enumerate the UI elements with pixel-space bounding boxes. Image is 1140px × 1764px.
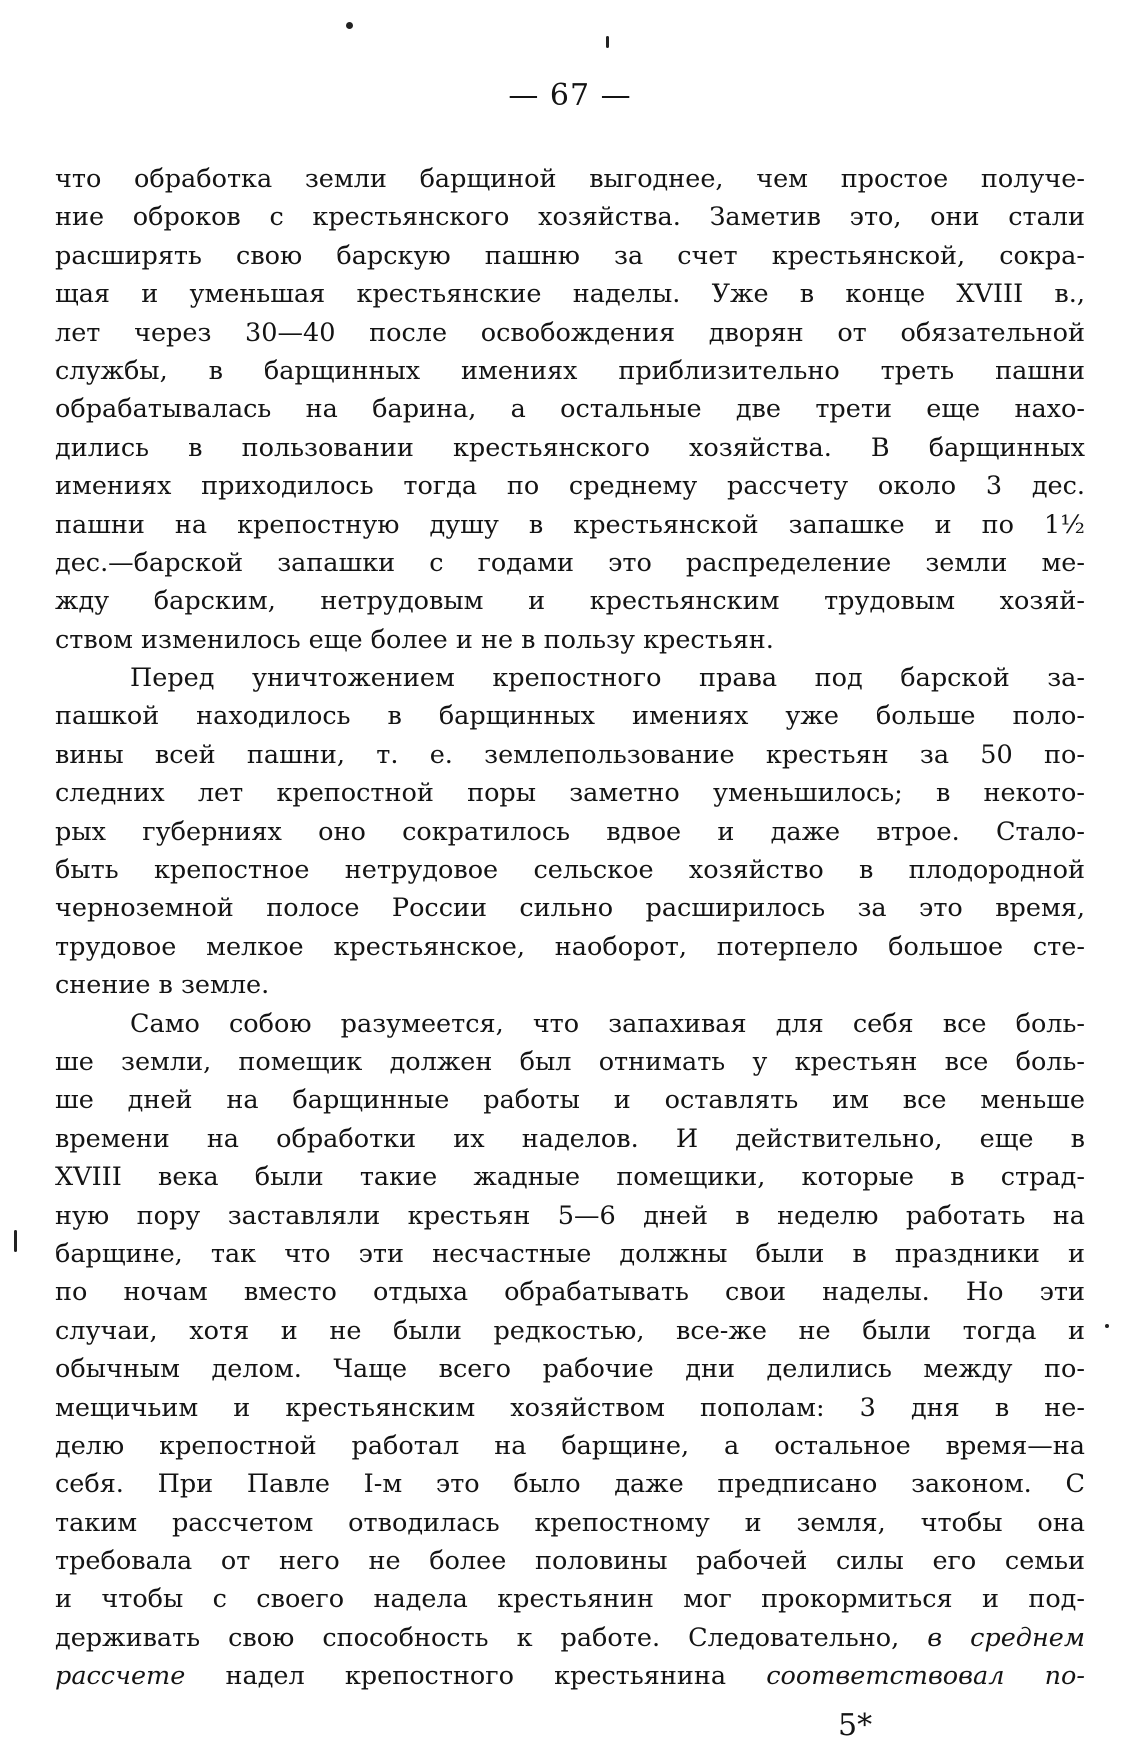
text-line: имениях приходилось тогда по среднему рассчету около 3 дес. <box>55 471 1085 502</box>
page-number: — 67 — <box>508 78 632 113</box>
text-line: ше дней на барщинные работы и оставлять им все меньше <box>55 1085 1085 1116</box>
scan-speck <box>1105 1324 1109 1328</box>
text-line: службы, в барщинных имениях приблизительно треть пашни <box>55 355 1085 386</box>
text-line: пашни на крепостную душу в крестьянской запашке и по 1½ <box>55 509 1085 540</box>
text-line: и чтобы с своего надела крестьянин мог прокормиться и под- <box>55 1584 1085 1615</box>
text-line: обрабатывалась на барина, а остальные две трети еще нахо- <box>55 394 1085 425</box>
text-line <box>55 1619 1085 1657</box>
body-text <box>55 160 1085 1696</box>
text-line: мещичьим и крестьянским хозяйством пополам: 3 дня в не- <box>55 1392 1085 1423</box>
text-line: черноземной полосе России сильно расширилось за это время, <box>55 893 1085 924</box>
text-line: делю крепостной работал на барщине, а остальное время—на <box>55 1430 1085 1461</box>
text-line: ством изменилось еще более и не в пользу крестьян. <box>55 624 774 655</box>
text-line: ную пору заставляли крестьян 5—6 дней в неделю работать на <box>55 1200 1085 1231</box>
scan-speck <box>606 36 609 48</box>
text-line: Перед уничтожением крепостного права под барской за- <box>130 663 1085 694</box>
signature-mark: 5* <box>838 1708 873 1743</box>
italic-phrase: соответствовал по- <box>766 1661 1085 1692</box>
italic-phrase: в среднем <box>927 1622 1085 1653</box>
text-line: дес.—барской запашки с годами это распределение земли ме- <box>55 547 1085 578</box>
text-line: дились в пользовании крестьянского хозяйства. В барщинных <box>55 432 1085 463</box>
text-line: XVIII века были такие жадные помещики, которые в страд- <box>55 1162 1085 1193</box>
text-line: что обработка земли барщиной выгоднее, чем простое получе- <box>55 164 1085 194</box>
text-line: жду барским, нетрудовым и крестьянским трудовым хозяй- <box>55 586 1085 617</box>
text-line: обычным делом. Чаще всего рабочие дни делились между по- <box>55 1354 1085 1385</box>
text-line: снение в земле. <box>55 970 270 1001</box>
text-line: вины всей пашни, т. е. землепользование крестьян за 50 по- <box>55 739 1085 770</box>
text-line: пашкой находилось в барщинных имениях уже больше поло- <box>55 701 1085 732</box>
italic-phrase: рассчете <box>55 1661 186 1692</box>
text-line: рых губерниях оно сократилось вдвое и даже втрое. Стало- <box>55 816 1085 847</box>
line-text: надел крепостного крестьянина <box>185 1661 767 1692</box>
text-line: случаи, хотя и не были редкостью, все-же не были тогда и <box>55 1315 1085 1346</box>
text-line: щая и уменьшая крестьянские наделы. Уже в конце XVIII в., <box>55 279 1085 310</box>
text-line: времени на обработки их наделов. И действительно, еще в <box>55 1123 1085 1154</box>
text-line: лет через 30—40 после освобождения дворян от обязательной <box>55 317 1085 348</box>
text-line: трудовое мелкое крестьянское, наоборот, потерпело большое сте- <box>55 931 1085 962</box>
line-text: держивать свою способность к работе. Следовательно, <box>55 1622 900 1653</box>
text-line: требовала от него не более половины рабочей силы его семьи <box>55 1546 1085 1577</box>
text-line: быть крепостное нетрудовое сельское хозяйство в плодородной <box>55 855 1085 886</box>
scan-speck <box>14 1230 17 1252</box>
scan-speck <box>346 22 353 29</box>
text-line: следних лет крепостной поры заметно уменьшилось; в некото- <box>55 778 1085 809</box>
text-line: по ночам вместо отдыха обрабатывать свои наделы. Но эти <box>55 1277 1085 1308</box>
text-line: себя. При Павле I-м это было даже предписано законом. С <box>55 1469 1085 1500</box>
text-line: барщине, так что эти несчастные должны были в праздники и <box>55 1238 1085 1269</box>
text-line: расширять свою барскую пашню за счет крестьянской, сокра- <box>55 240 1085 271</box>
text-line <box>55 1657 1085 1695</box>
text-line: ние оброков с крестьянского хозяйства. Заметив это, они стали <box>55 202 1085 233</box>
text-line: таким рассчетом отводилась крепостному и земля, чтобы она <box>55 1507 1085 1538</box>
text-line: Само собою разумеется, что запахивая для себя все боль- <box>130 1008 1085 1039</box>
text-line: ше земли, помещик должен был отнимать у крестьян все боль- <box>55 1046 1085 1077</box>
